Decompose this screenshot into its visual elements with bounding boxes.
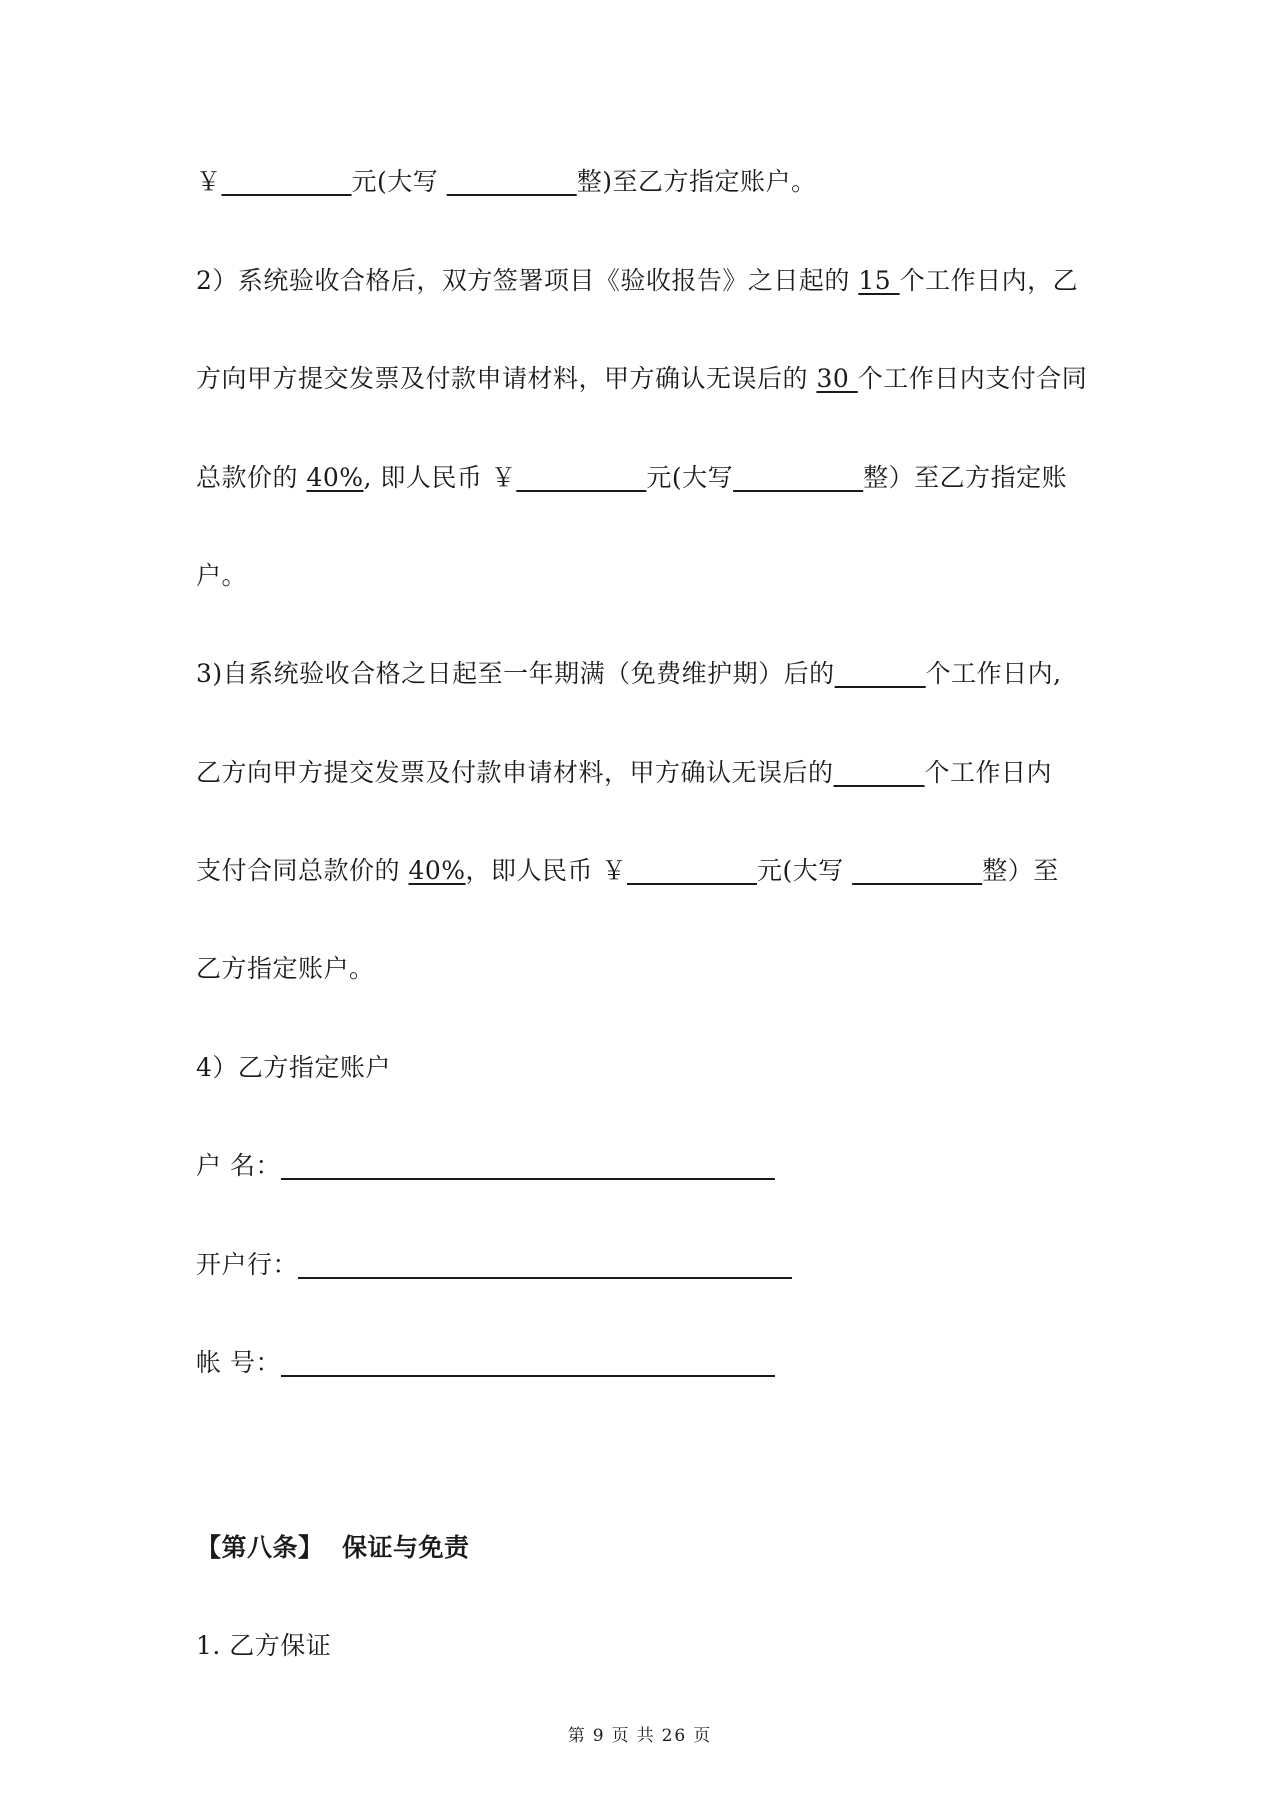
payment-clause-2-line-4: 户。: [196, 561, 248, 590]
payment-clause-2-line-1: 2）系统验收合格后，双方签署项目《验收报告》之日起的 15 个工作日内，乙: [196, 266, 1079, 295]
section-heading: [196, 1531, 1096, 1565]
account-clause-title: 4）乙方指定账户: [196, 1053, 391, 1082]
current-page-number: 9: [592, 1726, 606, 1746]
amount-words-blank: __________: [733, 463, 864, 492]
account-name-row: [196, 1149, 1096, 1183]
account-number-blank: ______________________________________: [280, 1348, 775, 1377]
page-footer: 第 9 页 共 26 页: [567, 1726, 713, 1746]
percent-value: 40%: [408, 856, 466, 885]
bank-name-blank: ______________________________________: [298, 1250, 793, 1279]
amount-blank: __________: [221, 167, 352, 196]
bank-name-label: 开户行：: [196, 1250, 299, 1279]
payment-clause-line-1: ￥__________元(大写 __________整)至乙方指定账户。: [196, 167, 817, 196]
account-name-blank: ______________________________________: [280, 1151, 775, 1180]
days-value: 15: [858, 266, 900, 295]
percent-value: 40%: [306, 463, 364, 492]
days-value: 30: [816, 364, 858, 393]
days-blank: _______: [833, 758, 925, 787]
amount-blank: __________: [516, 463, 647, 492]
amount-blank: __________: [626, 856, 757, 885]
payment-clause-2-line-3: 总款价的 40%, 即人民币 ￥__________元(大写__________整）至乙方指定账: [196, 463, 1068, 492]
amount-words-blank: __________: [446, 167, 577, 196]
section-title: 保证与免责: [341, 1533, 470, 1562]
payment-clause-2-line-2: 方向甲方提交发票及付款申请材料，甲方确认无误后的 30 个工作日内支付合同: [196, 364, 1088, 393]
bank-name-row: [196, 1248, 1096, 1282]
account-number-row: [196, 1346, 1096, 1380]
payment-clause-3-line-2: 乙方向甲方提交发票及付款申请材料，甲方确认无误后的_______个工作日内: [196, 758, 1053, 787]
section-number: 【第八条】: [196, 1533, 324, 1562]
subheading: 1. 乙方保证: [196, 1631, 332, 1660]
payment-clause-3-line-1: 3)自系统验收合格之日起至一年期满（免费维护期）后的_______个工作日内,: [196, 659, 1062, 688]
days-blank: _______: [834, 659, 926, 688]
total-page-number: 26: [661, 1726, 688, 1746]
amount-words-blank: __________: [852, 856, 983, 885]
account-name-label: 户 名：: [196, 1151, 281, 1180]
payment-clause-3-line-4: 乙方指定账户。: [196, 954, 375, 983]
account-number-label: 帐 号：: [196, 1348, 281, 1377]
payment-clause-3-line-3: 支付合同总款价的 40%，即人民币 ￥__________元(大写 __________整）至: [196, 856, 1059, 885]
